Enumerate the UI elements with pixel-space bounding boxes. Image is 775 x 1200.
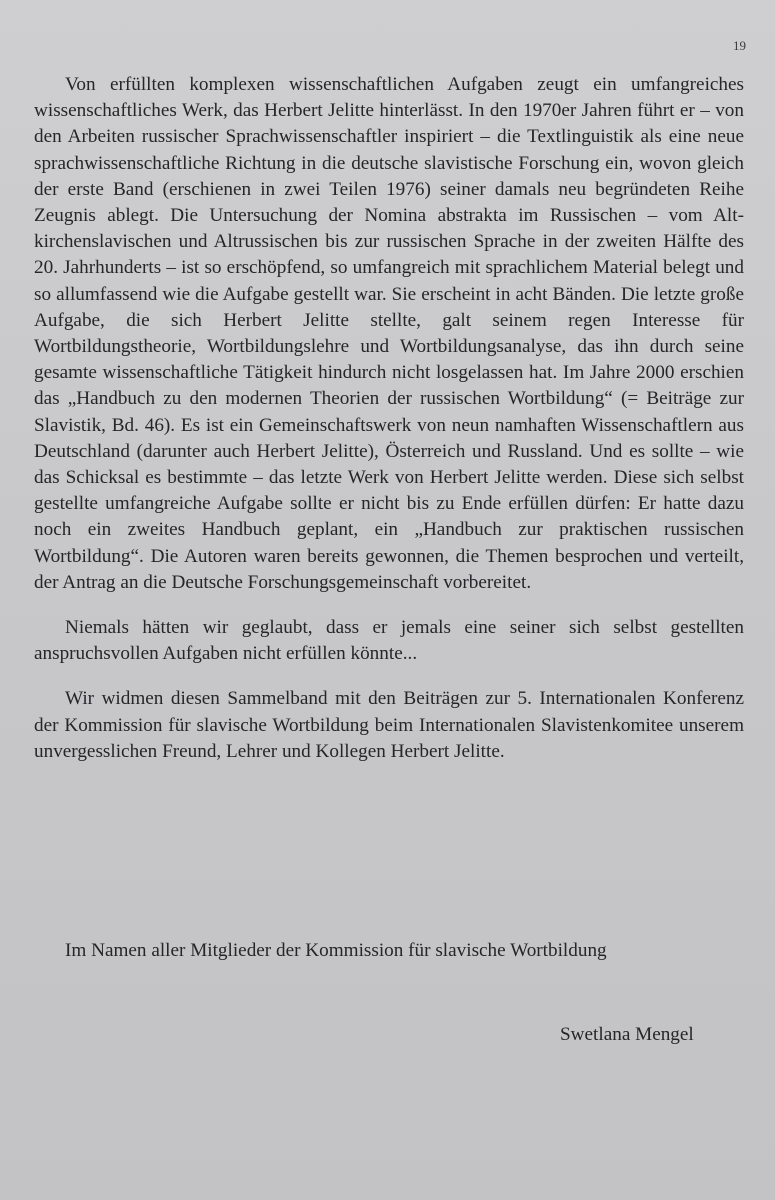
page-number: 19: [733, 38, 746, 53]
paragraph-work-description: Von erfüllten komplexen wissenschaftlichen Aufgaben zeugt ein umfangreiches wissenschaftliches Werk, das Herbert Jelitte hinterlässt. In den 1970er Jahren führt er – von den Arbeiten russischer Sprachwissenschaftler inspiriert – die Textlinguistik als eine neue sprachwissenschaftliche Richtung in die deutsche slavistische Forschung ein, wovon gleich der erste Band (erschienen in zwei Teilen 1976) seiner damals neu begründeten Reihe Zeugnis ablegt. Die Untersuchung der Nomina abstrakta im Russischen – vom Altkirchenslavischen und Altrussischen bis zur russischen Sprache in der zweiten Hälfte des 20. Jahrhunderts – ist so erschöpfend, so umfangreich mit sprachlichem Material belegt und so allumfassend wie die Aufgabe gestellt war. Sie erscheint in acht Bänden. Die letzte große Aufgabe, die sich Herbert Jelitte stellte, galt seinem regen Interesse für Wortbildungstheorie, Wortbildungslehre und Wortbildungsanalyse, das ihn durch seine gesamte wissenschaftliche Tätigkeit hindurch nicht losgelassen hat. Im Jahre 2000 erschien das „Handbuch zu den modernen Theorien der russischen Wortbildung“ (= Beiträge zur Slavistik, Bd. 46). Es ist ein Gemeinschaftswerk von neun namhaften Wissenschaftlern aus Deutschland (darunter auch Herbert Jelitte), Österreich und Russland. Und es sollte – wie das Schicksal es bestimmte – das letzte Werk von Herbert Jelitte werden. Diese sich selbst gestellte umfangreiche Aufgabe sollte er nicht bis zu Ende erfüllen dürfen: Er hatte dazu noch ein zweites Handbuch geplant, ein „Handbuch zur praktischen russischen Wortbildung“. Die Autoren waren bereits gewonnen, die Themen besprochen und verteilt, der Antrag an die Deutsche Forschungsgemeinschaft vorbereitet.: [34, 74, 744, 593]
paragraph-belief: Niemals hätten wir geglaubt, dass er jemals eine seiner sich selbst gestellten anspruchsvollen Aufgaben nicht erfüllen könnte...: [34, 617, 744, 665]
signature: Swetlana Mengel: [560, 1024, 694, 1045]
paragraph-dedication: Wir widmen diesen Sammelband mit den Beiträgen zur 5. Internationalen Konferenz der Kommission für slavische Wortbildung beim Internationalen Slavistenkomitee unserem unvergesslichen Freund, Lehrer und Kollegen Herbert Jelitte.: [34, 688, 744, 762]
closing-line: Im Namen aller Mitglieder der Kommission für slavische Wortbildung: [65, 940, 607, 961]
body-text: [34, 72, 744, 765]
